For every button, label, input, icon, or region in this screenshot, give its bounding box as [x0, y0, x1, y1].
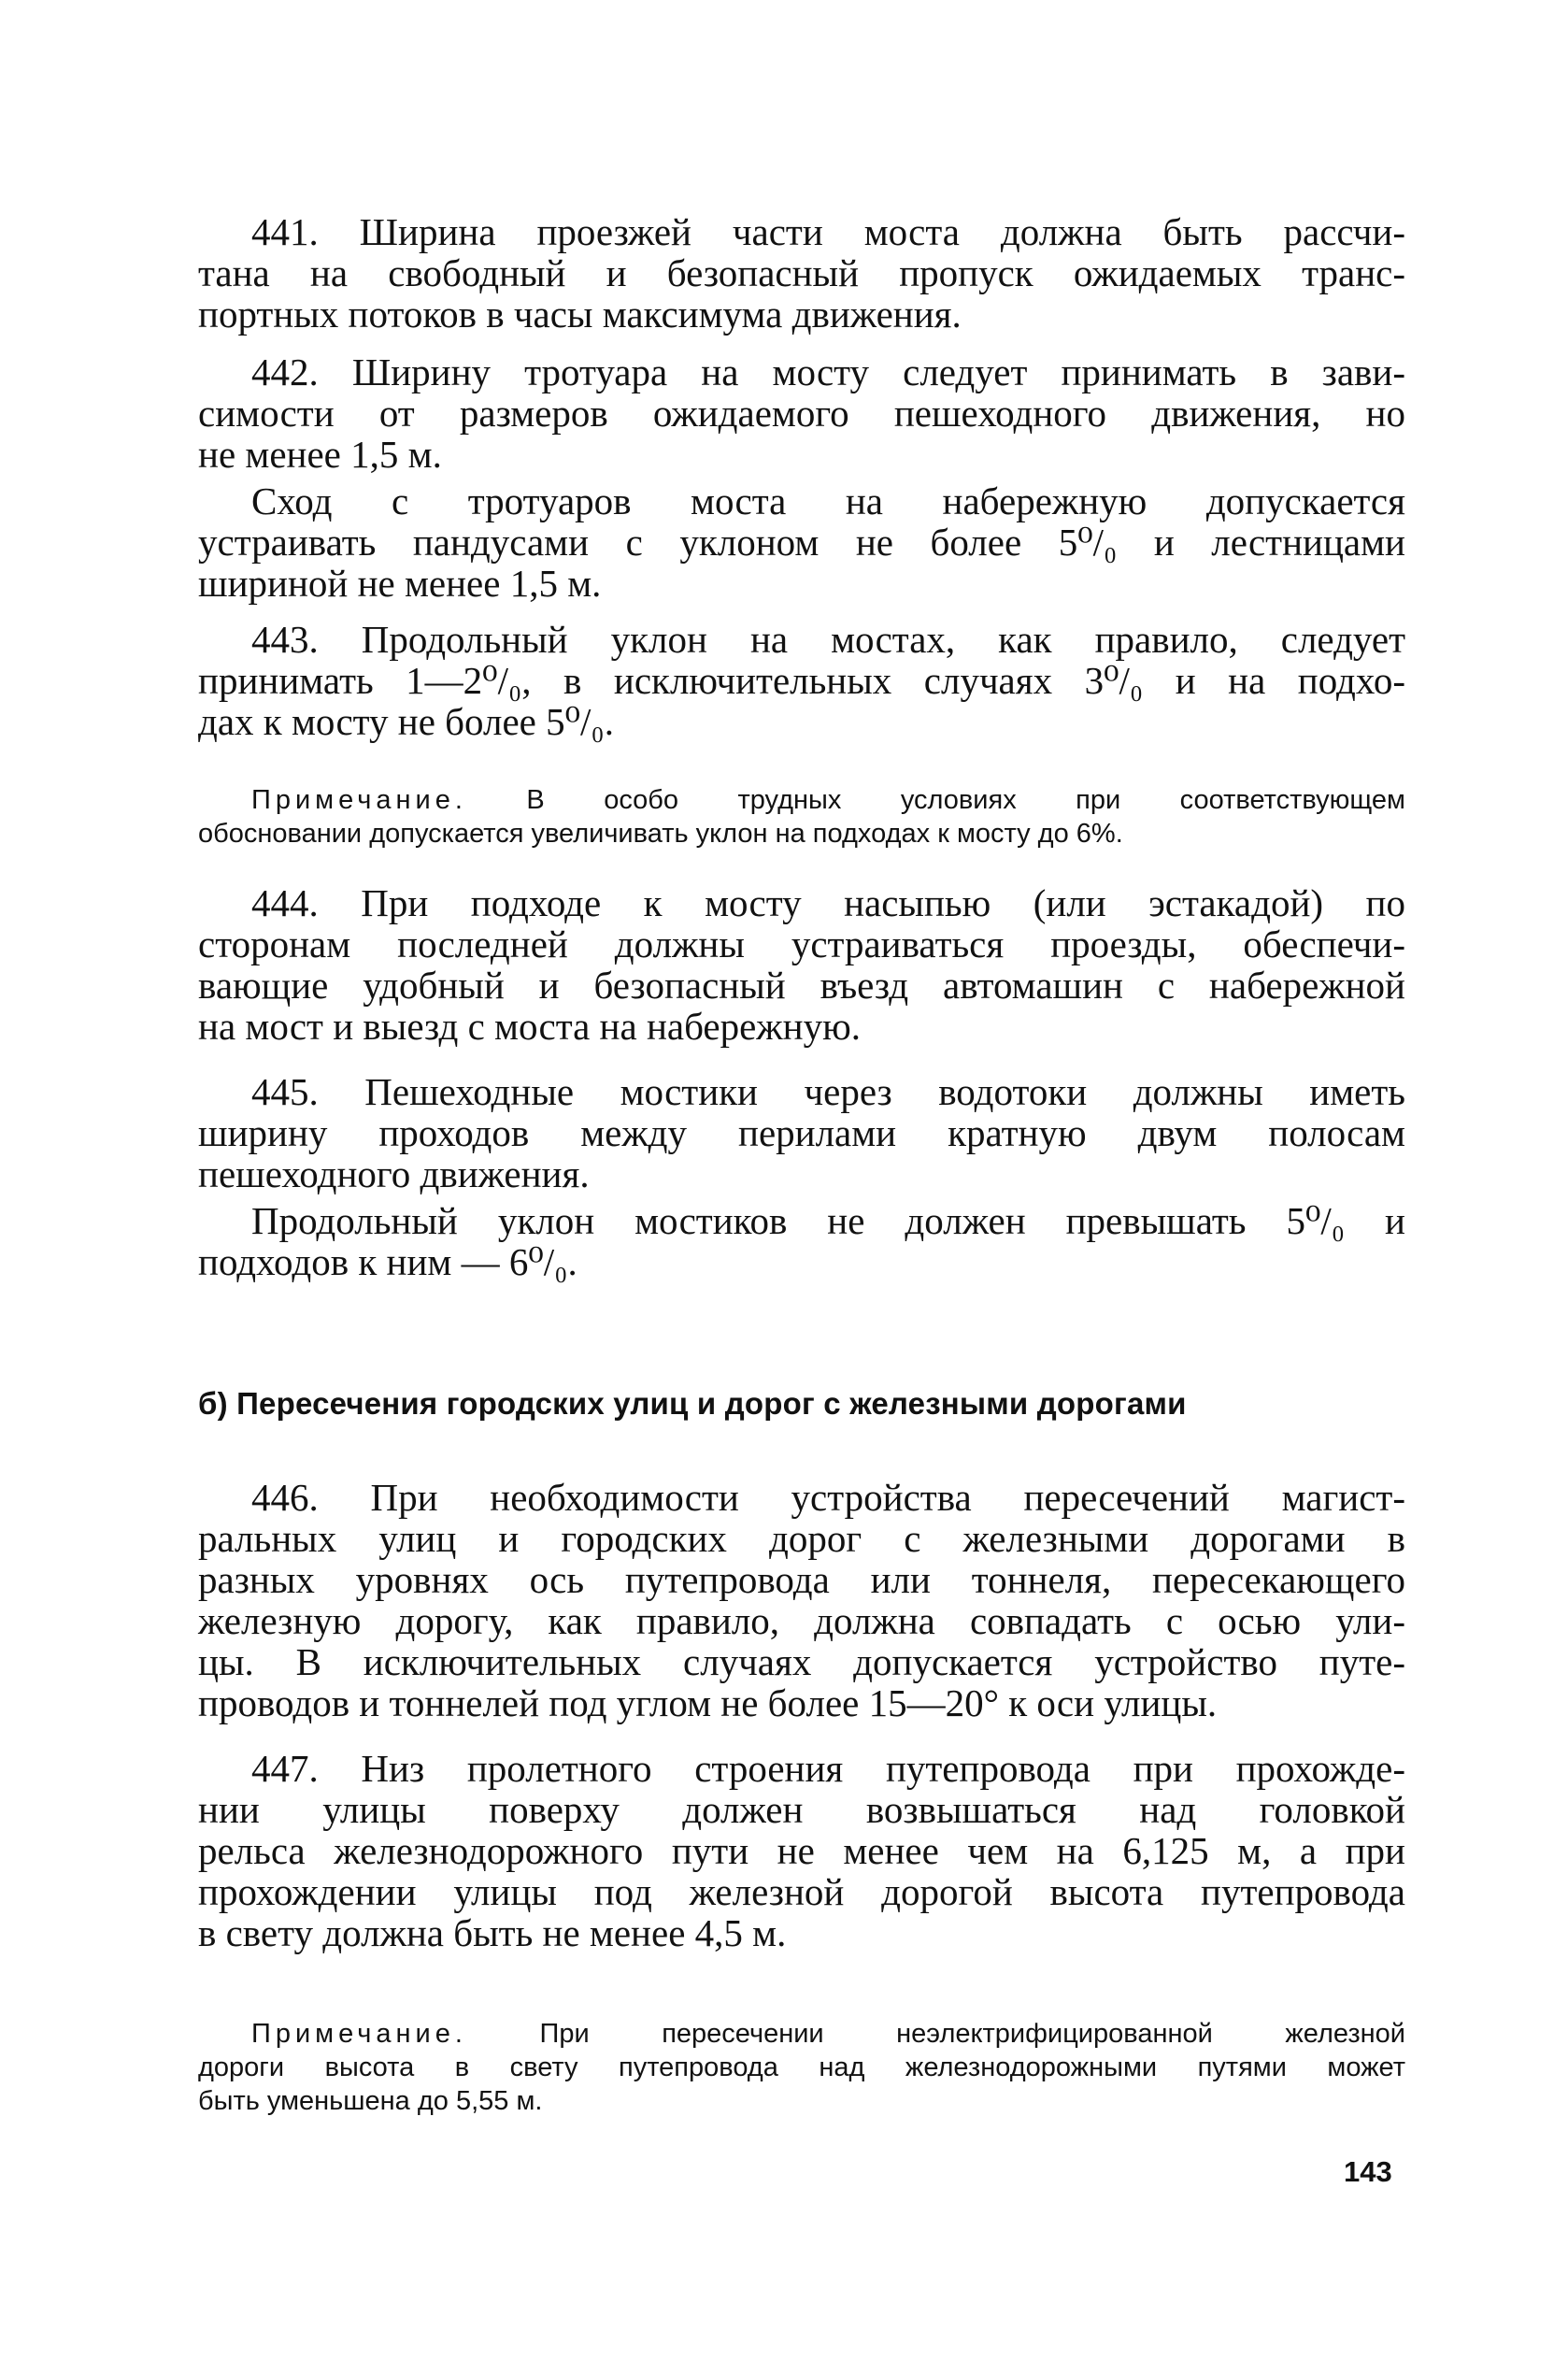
note-slope [198, 783, 1405, 851]
text-line: ральных улиц и городских дорог с железными дорогами в [198, 1517, 1405, 1560]
text-line: на мост и выезд с моста на набережную. [198, 1005, 861, 1048]
text-line [198, 2017, 1405, 2051]
text-line: железную дорогу, как правило, должна совпадать с осью ули- [198, 1599, 1405, 1642]
text-line: Продольный уклон мостиков не должен превышать 5⁰/₀ и [251, 1199, 1405, 1242]
note-text: При пересечении неэлектрифицированной железной [466, 2019, 1405, 2049]
paragraph-441 [198, 211, 1405, 335]
text-line: 443. Продольный уклон на мостах, как правило, следует [251, 618, 1405, 661]
text-line: Сход с тротуаров моста на набережную допускается [251, 479, 1405, 522]
note-label: Примечание. [251, 2019, 467, 2049]
note-clearance [198, 2017, 1405, 2118]
text-line [198, 783, 1405, 817]
text-line: обосновании допускается увеличивать уклон на подходах к мосту до 6%. [198, 819, 1123, 849]
text-line: 441. Ширина проезжей части моста должна быть рассчи- [251, 210, 1405, 253]
paragraph-446 [198, 1477, 1405, 1723]
text-line: 444. При подходе к мосту насыпью (или эстакадой) по [251, 881, 1405, 924]
page-number: 143 [1344, 2155, 1392, 2188]
text-line: шириной не менее 1,5 м. [198, 562, 602, 605]
note-text: В особо трудных условиях при соответствующем [466, 785, 1405, 815]
text-line: рельса железнодорожного пути не менее чем на 6,125 м, а при [198, 1829, 1405, 1872]
text-line: 446. При необходимости устройства пересечений магист- [251, 1476, 1405, 1519]
text-line: проводов и тоннелей под углом не более 15—20° к оси улицы. [198, 1681, 1218, 1724]
text-line: симости от размеров ожидаемого пешеходного движения, но [198, 392, 1405, 435]
text-line: портных потоков в часы максимума движения. [198, 293, 962, 336]
paragraph-442-continued [198, 480, 1405, 604]
text-line: 445. Пешеходные мостики через водотоки должны иметь [251, 1070, 1405, 1113]
paragraph-445 [198, 1071, 1405, 1194]
paragraph-447 [198, 1748, 1405, 1953]
text-line: подходов к ним — 6⁰/₀. [198, 1240, 577, 1283]
paragraph-443 [198, 619, 1405, 742]
text-line: 447. Низ пролетного строения путепровода при прохожде- [251, 1747, 1405, 1790]
note-label: Примечание. [251, 785, 467, 815]
text-line: дороги высота в свету путепровода над железнодорожными путями может [198, 2052, 1405, 2082]
text-line: 442. Ширину тротуара на мосту следует принимать в зави- [251, 350, 1405, 393]
text-line: дах к мосту не более 5⁰/₀. [198, 700, 614, 743]
text-line: вающие удобный и безопасный въезд автомашин с набережной [198, 964, 1405, 1007]
text-line: ширину проходов между перилами кратную двум полосам [198, 1111, 1405, 1154]
text-line: сторонам последней должны устраиваться проезды, обеспечи- [198, 922, 1405, 965]
paragraph-445-continued [198, 1200, 1405, 1282]
text-line: быть уменьшена до 5,55 м. [198, 2086, 543, 2116]
text-line: принимать 1—2⁰/₀, в исключительных случаях 3⁰/₀ и на подхо- [198, 659, 1405, 702]
text-line: в свету должна быть не менее 4,5 м. [198, 1911, 787, 1954]
text-line: цы. В исключительных случаях допускается устройство путе- [198, 1640, 1405, 1683]
text-line: тана на свободный и безопасный пропуск ожидаемых транс- [198, 251, 1405, 294]
text-line: нии улицы поверху должен возвышаться над головкой [198, 1788, 1405, 1831]
text-line: пешеходного движения. [198, 1152, 590, 1195]
section-heading: б) Пересечения городских улиц и дорог с железными дорогами [198, 1386, 1187, 1421]
paragraph-444 [198, 882, 1405, 1047]
text-line: устраивать пандусами с уклоном не более 5⁰/₀ и лестницами [198, 521, 1405, 564]
text-line: прохождении улицы под железной дорогой высота путепровода [198, 1870, 1405, 1913]
paragraph-442 [198, 351, 1405, 475]
text-line: разных уровнях ось путепровода или тоннеля, пересекающего [198, 1558, 1405, 1601]
text-line: не менее 1,5 м. [198, 433, 442, 476]
